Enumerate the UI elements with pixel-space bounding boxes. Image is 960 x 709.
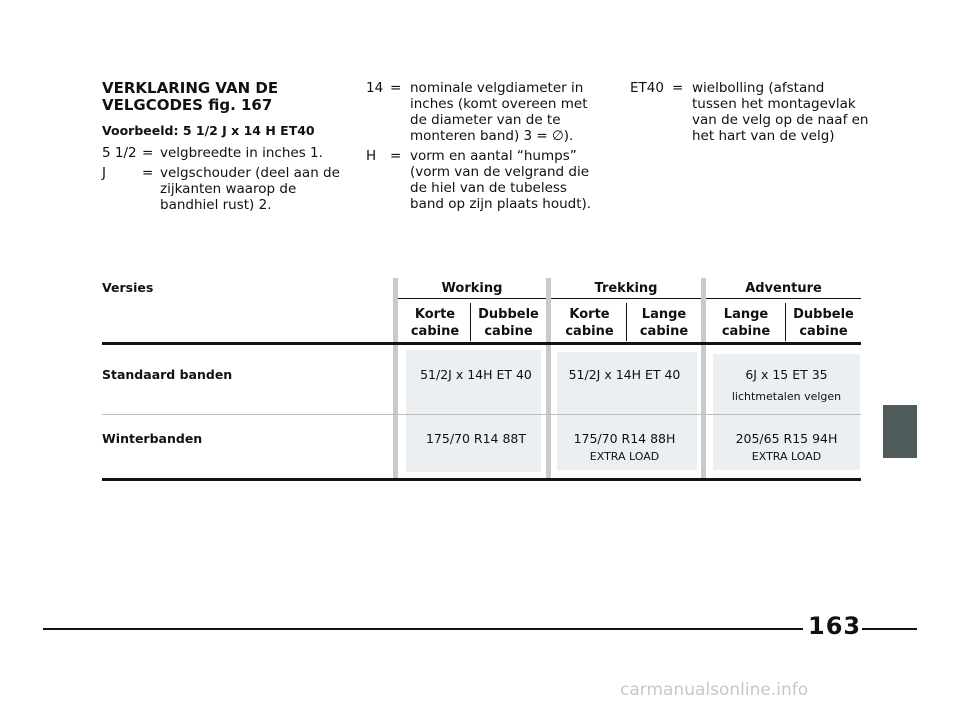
definition-equals: = [672,80,684,96]
group-header-adventure: Adventure [745,281,822,296]
row-divider [102,414,861,415]
section-heading-line2: VELGCODES fig. 167 [102,96,273,114]
page-number: 163 [808,612,862,640]
cell-trekking-winter: 175/70 R14 88H [573,431,676,446]
subheader-cell [400,306,470,340]
subheader-line: cabine [484,324,533,339]
column-separator [701,278,706,480]
row-label-winter: Winterbanden [102,431,203,446]
subheader-line: Lange [641,307,687,322]
cell-adventure-winter: 205/65 R15 94H [735,431,838,446]
column-separator [393,278,398,480]
column-separator [546,278,551,480]
cell-trekking-winter-note: EXTRA LOAD [589,450,660,463]
subheader-line: Korte [414,307,456,322]
definition-equals: = [142,165,154,181]
subheader-line: cabine [639,324,689,339]
chapter-tab [883,405,917,458]
cell-working-standard: 51/2J x 14H ET 40 [420,367,532,382]
subheader-line: cabine [410,324,460,339]
group-underline [398,298,546,299]
subheader-cell [471,306,546,340]
definition-equals: = [142,145,154,161]
cell-trekking-standard: 51/2J x 14H ET 40 [568,367,681,382]
footer-rule-right [862,628,917,630]
header-bottom-rule [102,342,861,345]
group-header-working: Working [441,281,503,296]
definition-equals: = [390,148,402,164]
subheader-cell [553,306,626,340]
subheader-line: cabine [565,324,614,339]
watermark-text: carmanualsonline.info [620,680,809,700]
cell-adventure-winter-note: EXTRA LOAD [751,450,822,463]
definition-desc: vorm en aantal “humps” (vorm van de velgrand die de hiel van de tubeless band op zijn plaats houdt). [410,148,592,212]
subheader-line: cabine [721,324,771,339]
definition-equals: = [390,80,402,96]
subheader-line: Lange [723,307,769,322]
definition-desc: nominale velgdiameter in inches (komt overeen met de diameter van de te monteren band) 3 = ∅). [410,80,588,144]
cell-adventure-standard: 6J x 15 ET 35 [745,367,828,382]
definition-desc: velgbreedte in inches 1. [160,145,323,161]
cell-working-winter: 175/70 R14 88T [425,431,527,446]
subheader-line: Dubbele [793,307,854,322]
definition-desc: velgschouder (deel aan de zijkanten waarop de bandhiel rust) 2. [160,165,340,213]
group-underline [706,298,861,299]
footer-rule-left [43,628,803,630]
subheader-cell [627,306,701,340]
example-line: Voorbeeld: 5 1/2 J x 14 H ET40 [102,123,315,138]
definition-term: J [102,165,106,181]
subheader-cell [786,306,861,340]
group-underline [551,298,701,299]
subheader-line: Korte [569,307,610,322]
definition-desc: wielbolling (afstand tussen het montagevlak van de velg op de naaf en het hart van de velg) [692,80,869,144]
row-header-versies: Versies [102,280,154,295]
table-bottom-rule [102,478,861,481]
subheader-cell [707,306,785,340]
definition-term: ET40 [630,80,664,96]
definition-term: 14 [366,80,384,96]
cell-adventure-standard-note: lichtmetalen velgen [731,390,842,403]
section-heading-line1: VERKLARING VAN DE [102,79,279,97]
subheader-line: cabine [799,324,848,339]
group-header-trekking: Trekking [594,281,658,296]
row-label-standaard: Standaard banden [102,367,233,382]
subheader-line: Dubbele [478,307,539,322]
definition-term: H [366,148,377,164]
definition-term: 5 1/2 [102,145,137,161]
